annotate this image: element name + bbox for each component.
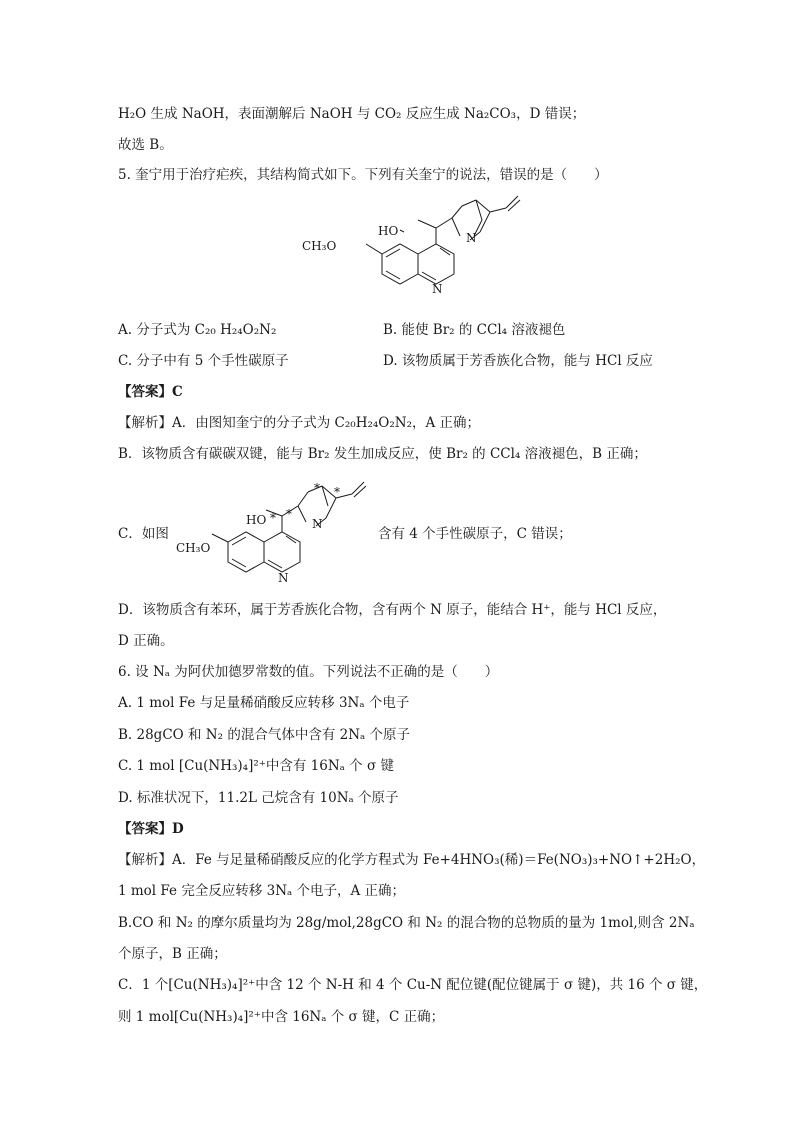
explanation-line: 【解析】A．由图知奎宁的分子式为 C₂₀H₂₄O₂N₂，A 正确； bbox=[118, 415, 481, 431]
chiral-star: * bbox=[334, 485, 340, 499]
structure-n-ring: N bbox=[278, 571, 289, 585]
structure-ho: HO bbox=[246, 513, 267, 527]
explanation-line: 个原子，B 正确； bbox=[118, 946, 227, 962]
structure-n-bridge: N bbox=[466, 231, 477, 245]
question-5: 5. 奎宁用于治疗疟疾，其结构简式如下。下列有关奎宁的说法，错误的是（ ） bbox=[118, 167, 608, 183]
option-b: B. 28gCO 和 N₂ 的混合气体中含有 2Nₐ 个原子 bbox=[118, 727, 411, 743]
structure-ho: HO bbox=[378, 224, 399, 238]
explanation-line: D．该物质含有苯环，属于芳香族化合物，含有两个 N 原子，能结合 H⁺，能与 HCl 反应， bbox=[118, 602, 667, 618]
options-row bbox=[118, 320, 678, 340]
explanation-line: D 正确。 bbox=[118, 633, 174, 649]
chiral-star: * bbox=[270, 511, 276, 525]
option-c: C. 1 mol [Cu(NH₃)₄]²⁺中含有 16Nₐ 个 σ 键 bbox=[118, 758, 394, 774]
option-d: D. 标准状况下，11.2L 己烷含有 10Nₐ 个原子 bbox=[118, 790, 399, 806]
quinine-structure-chiral bbox=[176, 474, 386, 594]
option-b: B. 能使 Br₂ 的 CCl₄ 溶液褪色 bbox=[383, 322, 566, 338]
quinine-structure bbox=[300, 192, 540, 312]
answer-label: 【答案】D bbox=[118, 821, 184, 837]
structure-n-ring: N bbox=[432, 282, 443, 296]
explanation-line: C．如图 bbox=[118, 526, 169, 542]
explanation-line: 1 mol Fe 完全反应转移 3Nₐ 个电子，A 正确； bbox=[118, 883, 406, 899]
option-a: A. 分子式为 C₂₀ H₂₄O₂N₂ bbox=[118, 322, 277, 338]
chiral-star: * bbox=[286, 507, 292, 521]
explanation-line: 含有 4 个手性碳原子，C 错误； bbox=[378, 526, 572, 542]
explanation-line: C．1 个[Cu(NH₃)₄]²⁺中含 12 个 N-H 和 4 个 Cu-N 配位键(配位键属于 σ 键)，共 16 个 σ 键， bbox=[118, 977, 708, 993]
answer-label: 【答案】C bbox=[118, 384, 183, 400]
explanation-line: B.CO 和 N₂ 的摩尔质量均为 28g/mol,28gCO 和 N₂ 的混合物的总物质的量为 1mol,则含 2Nₐ bbox=[118, 915, 695, 931]
structure-ch3o: CH₃O bbox=[176, 541, 211, 555]
question-6: 6. 设 Nₐ 为阿伏加德罗常数的值。下列说法不正确的是（ ） bbox=[118, 664, 499, 680]
options-row bbox=[118, 351, 678, 371]
structure-ch3o: CH₃O bbox=[302, 239, 337, 253]
text-line: 故选 B。 bbox=[118, 137, 173, 153]
option-c: C. 分子中有 5 个手性碳原子 bbox=[118, 353, 289, 369]
structure-n-bridge: N bbox=[312, 517, 323, 531]
option-a: A. 1 mol Fe 与足量稀硝酸反应转移 3Nₐ 个电子 bbox=[118, 695, 410, 711]
explanation-line: 则 1 mol[Cu(NH₃)₄]²⁺中含 16Nₐ 个 σ 键，C 正确； bbox=[118, 1009, 445, 1025]
chiral-star: * bbox=[314, 481, 320, 495]
text-line: H₂O 生成 NaOH，表面潮解后 NaOH 与 CO₂ 反应生成 Na₂CO₃，D 错误； bbox=[118, 106, 586, 122]
explanation-line: 【解析】A．Fe 与足量稀硝酸反应的化学方程式为 Fe+4HNO₃(稀)＝Fe(NO₃)₃+NO↑+2H₂O， bbox=[118, 852, 706, 868]
option-d: D. 该物质属于芳香族化合物，能与 HCl 反应 bbox=[383, 353, 653, 369]
explanation-line: B．该物质含有碳碳双键，能与 Br₂ 发生加成反应，使 Br₂ 的 CCl₄ 溶液褪色，B 正确； bbox=[118, 446, 647, 462]
